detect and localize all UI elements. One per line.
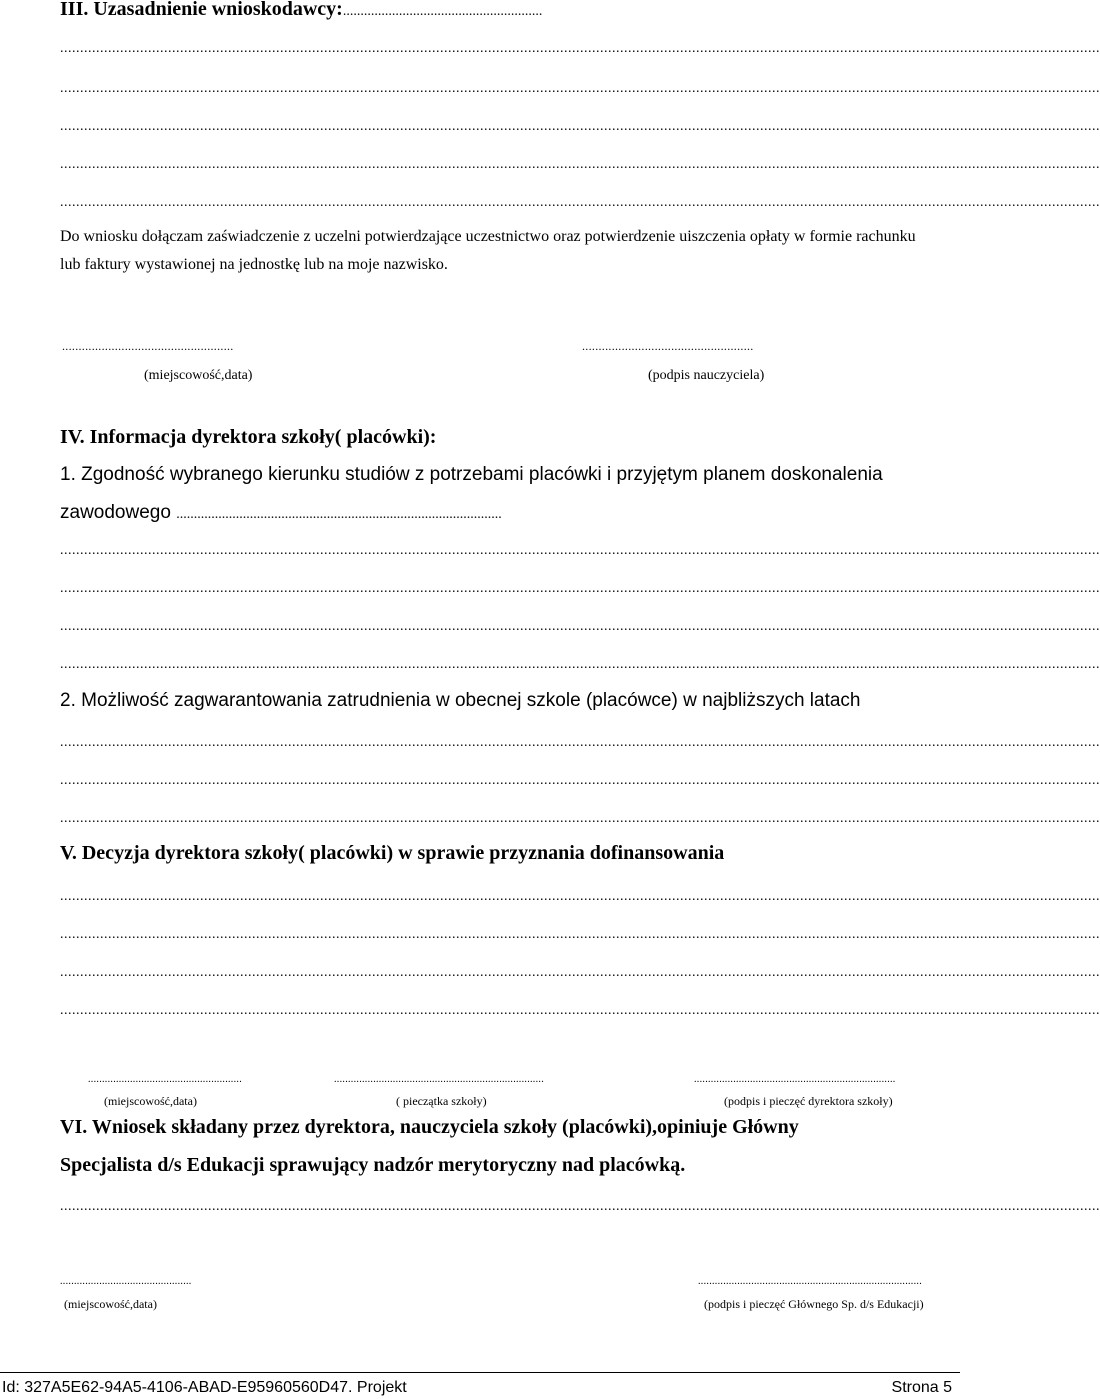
school-stamp-label: ( pieczątka szkoły) xyxy=(396,1094,487,1108)
decision-line[interactable]: .................................................................................................................................................................................................................................................................... xyxy=(60,965,1100,980)
section-4-heading: IV. Informacja dyrektora szkoły( placówki): xyxy=(60,426,437,448)
opinion-line[interactable]: .................................................................................................................................................................................................................................................................... xyxy=(60,1199,1100,1214)
section-6-heading-line-2: Specjalista d/s Edukacji sprawujący nadzór merytoryczny nad placówką. xyxy=(60,1154,686,1176)
place-date-field[interactable]: .................................................... xyxy=(62,339,234,353)
director-signature-field[interactable]: ........................................................................ xyxy=(694,1074,896,1085)
decision-place-date-field[interactable]: ....................................................... xyxy=(88,1074,242,1085)
director-signature-label: (podpis i pieczęć dyrektora szkoły) xyxy=(724,1094,893,1108)
item-1-text-line-2 xyxy=(60,502,944,524)
attachment-note-line-2: lub faktury wystawionej na jednostkę lub na moje nazwisko. xyxy=(60,256,448,273)
justification-line[interactable]: .................................................................................................................................................................................................................................................................... xyxy=(60,157,1100,172)
section-3-title-dots: ......................................................... xyxy=(342,4,543,19)
decision-line[interactable]: .................................................................................................................................................................................................................................................................... xyxy=(60,889,1100,904)
item-2-answer-line[interactable]: .................................................................................................................................................................................................................................................................... xyxy=(60,773,1100,788)
school-stamp-field[interactable]: ........................................................................... xyxy=(334,1074,544,1085)
specialist-place-date-field[interactable]: ............................................... xyxy=(60,1276,192,1287)
item-1-answer-line[interactable]: .................................................................................................................................................................................................................................................................... xyxy=(60,581,1100,596)
item-1-answer-line[interactable]: .................................................................................................................................................................................................................................................................... xyxy=(60,657,1100,672)
justification-line[interactable]: .................................................................................................................................................................................................................................................................... xyxy=(60,81,1100,96)
decision-line[interactable]: .................................................................................................................................................................................................................................................................... xyxy=(60,927,1100,942)
item-1-answer-line[interactable]: .................................................................................................................................................................................................................................................................... xyxy=(60,543,1100,558)
section-3-heading xyxy=(60,0,542,21)
specialist-place-date-label: (miejscowość,data) xyxy=(64,1297,157,1311)
section-3-title: III. Uzasadnienie wnioskodawcy: xyxy=(60,0,343,20)
section-6-heading-line-1: VI. Wniosek składany przez dyrektora, nauczyciela szkoły (placówki),opiniuje Główny xyxy=(60,1116,799,1138)
item-1-continuation: zawodowego xyxy=(60,502,171,523)
item-2-answer-line[interactable]: .................................................................................................................................................................................................................................................................... xyxy=(60,735,1100,750)
teacher-signature-label: (podpis nauczyciela) xyxy=(648,368,765,383)
page-number: Strona 5 xyxy=(891,1379,952,1396)
justification-line[interactable]: .................................................................................................................................................................................................................................................................... xyxy=(60,119,1100,134)
justification-line[interactable]: .................................................................................................................................................................................................................................................................... xyxy=(60,195,1100,210)
section-5-heading: V. Decyzja dyrektora szkoły( placówki) w sprawie przyznania dofinansowania xyxy=(60,842,725,864)
place-date-label: (miejscowość,data) xyxy=(144,368,253,383)
item-2-answer-line[interactable]: .................................................................................................................................................................................................................................................................... xyxy=(60,811,1100,826)
decision-place-date-label: (miejscowość,data) xyxy=(104,1094,197,1108)
teacher-signature-field[interactable]: .................................................... xyxy=(582,339,754,353)
item-1-text-line-1: 1. Zgodność wybranego kierunku studiów z potrzebami placówki i przyjętym planem doskonalenia xyxy=(60,464,883,485)
footer-divider xyxy=(0,1372,960,1373)
item-2-text: 2. Możliwość zagwarantowania zatrudnienia w obecnej szkole (placówce) w najbliższych latach xyxy=(60,690,861,711)
justification-line[interactable]: .................................................................................................................................................................................................................................................................... xyxy=(60,41,1100,56)
specialist-signature-label: (podpis i pieczęć Głównego Sp. d/s Edukacji) xyxy=(704,1297,924,1311)
document-id: Id: 327A5E62-94A5-4106-ABAD-E95960560D47. Projekt xyxy=(2,1379,407,1396)
item-1-dots[interactable]: ............................................................................................. xyxy=(176,507,502,522)
attachment-note-line-1: Do wniosku dołączam zaświadczenie z uczelni potwierdzające uczestnictwo oraz potwierdzenie uiszczenia opłaty w formie rachunku xyxy=(60,228,916,245)
item-1-answer-line[interactable]: .................................................................................................................................................................................................................................................................... xyxy=(60,619,1100,634)
decision-line[interactable]: .................................................................................................................................................................................................................................................................... xyxy=(60,1003,1100,1018)
specialist-signature-field[interactable]: ................................................................................ xyxy=(698,1276,922,1287)
